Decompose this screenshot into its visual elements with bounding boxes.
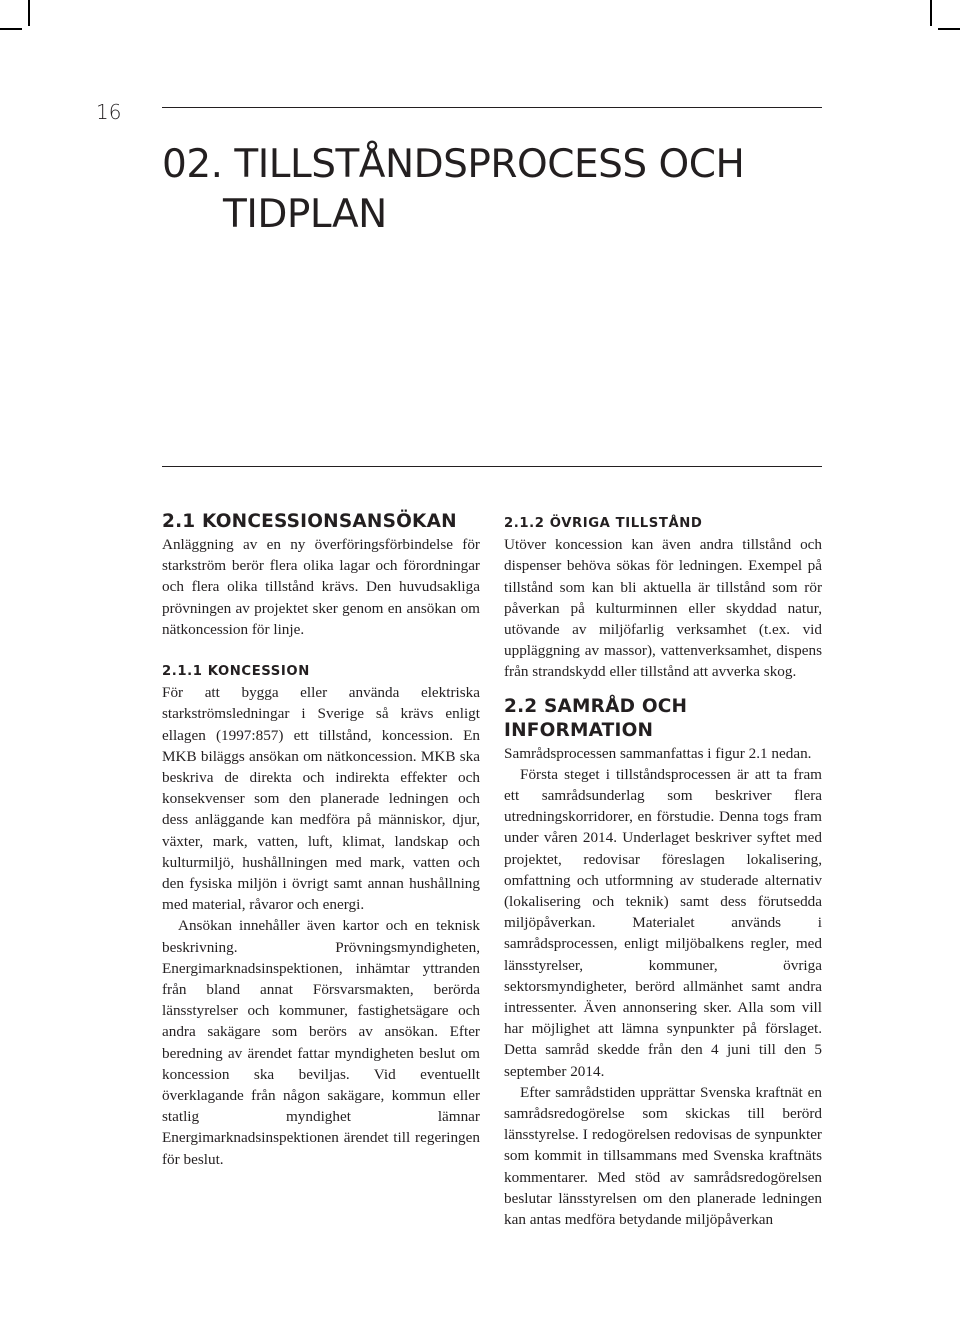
subsection-heading-ovriga-tillstand: 2.1.2 ÖVRIGA TILLSTÅND — [504, 516, 703, 531]
samrad-paragraph-1: Samrådsprocessen sammanfattas i figur 2.1 nedan. — [504, 744, 812, 762]
chapter-title — [162, 140, 822, 240]
section-rule — [162, 466, 822, 467]
crop-mark-top-left — [28, 0, 30, 26]
page-number: 16 — [96, 100, 122, 124]
section-heading-samrad: 2.2 SAMRÅD OCH INFORMATION — [504, 695, 688, 741]
section-intro-paragraph: Anläggning av en ny överföringsförbindelse för starkström berör flera olika lagar och förordningar och flera olika tillstånd krävs. Den huvudsakliga prövningen av projektet sker genom en ansökan om nätkoncession för linje. — [162, 536, 480, 638]
koncession-paragraph-1: För att bygga eller använda elektriska starkströmsledningar i Sverige så krävs enligt ellagen (1997:857) ett tillstånd, koncession. En MKB biläggs ansökan om nätkoncession. MKB ska beskriva de direkta och indirekta effekter och konsekvenser som den planerade ledningen och dess anläggande kan medföra på människor, djur, växter, mark, vatten, luft, klimat, landskap och kulturmiljö, hushållningen med mark, vatten och den fysiska miljön i övrigt samt annan hushållning med material, råvaror och energi. — [162, 684, 480, 914]
ovriga-tillstand-paragraph: Utöver koncession kan även andra tillstånd och dispenser behöva sökas för ledningen. Exempel på tillstånd som kan bli aktuella är tillstånd som rör påverkan på kulturminnen eller skyddad natur, utövande av miljöfarlig verksamhet (t.ex. vid uppläggning av massor), vattenverksamhet, dispens från strandskydd eller tillstånd att avverka skog. — [504, 536, 822, 681]
crop-mark-top-right-horizontal — [938, 28, 960, 30]
samrad-paragraph-2: Första steget i tillståndsprocessen är att ta fram ett samrådsunderlag som beskriver flera utredningskorridorer, en förstudie. Denna togs fram under våren 2014. Underlaget beskriver syftet med projektet, redovisar föreslagen lokalisering, omfattning och utformning av studerade alternativ (lokalisering och teknik) samt dess förutsedda miljöpåverkan. Materialet används i samrådsprocessen, enligt miljöbalkens regler, med länsstyrelser, kommuner, övriga sektorsmyndigheter, berörd allmänhet samt andra intressenter. Även annonsering sker. Alla som vill har möjlighet att lämna synpunkter på förslaget. Detta samråd skedde från den 4 juni till den 5 september 2014. — [504, 765, 822, 1080]
header-rule — [162, 107, 822, 108]
crop-mark-top-right — [930, 0, 932, 26]
left-column — [162, 510, 480, 1170]
section-heading-koncessionsansokan: 2.1 KONCESSIONSANSÖKAN — [162, 511, 457, 532]
chapter-title-line-1: 02. TILLSTÅNDSPROCESS OCH — [162, 142, 745, 187]
koncession-paragraph-2: Ansökan innehåller även kartor och en teknisk beskrivning. Prövningsmyndigheten, Energimarknadsinspektionen, inhämtar yttranden från bland annat Försvarsmakten, berörda länsstyrelser och kommuner, fastighetsägare och andra sakägare som berörs av ansökan. Efter beredning av ärendet fattar myndigheten beslut om koncession ska beviljas. Vid eventuellt överklagande från någon sakägare, kommun eller statlig myndighet lämnar Energimarknadsinspektionen ärendet till regeringen för beslut. — [162, 917, 480, 1168]
samrad-paragraph-3: Efter samrådstiden upprättar Svenska kraftnät en samrådsredogörelse som skickas till berörd länsstyrelse. I redogörelsen redovisas de synpunkter som kommit in tillsammans med Svenska kraftnäts kommentarer. Med stöd av samrådsredogörelsen beslutar länsstyrelsen om den planerade ledningen kan antas medföra betydande miljöpåverkan — [504, 1083, 822, 1229]
crop-mark-top-left-horizontal — [0, 28, 22, 30]
subsection-heading-koncession: 2.1.1 KONCESSION — [162, 664, 310, 680]
right-column — [504, 513, 822, 1230]
chapter-title-line-2: TIDPLAN — [223, 192, 387, 237]
